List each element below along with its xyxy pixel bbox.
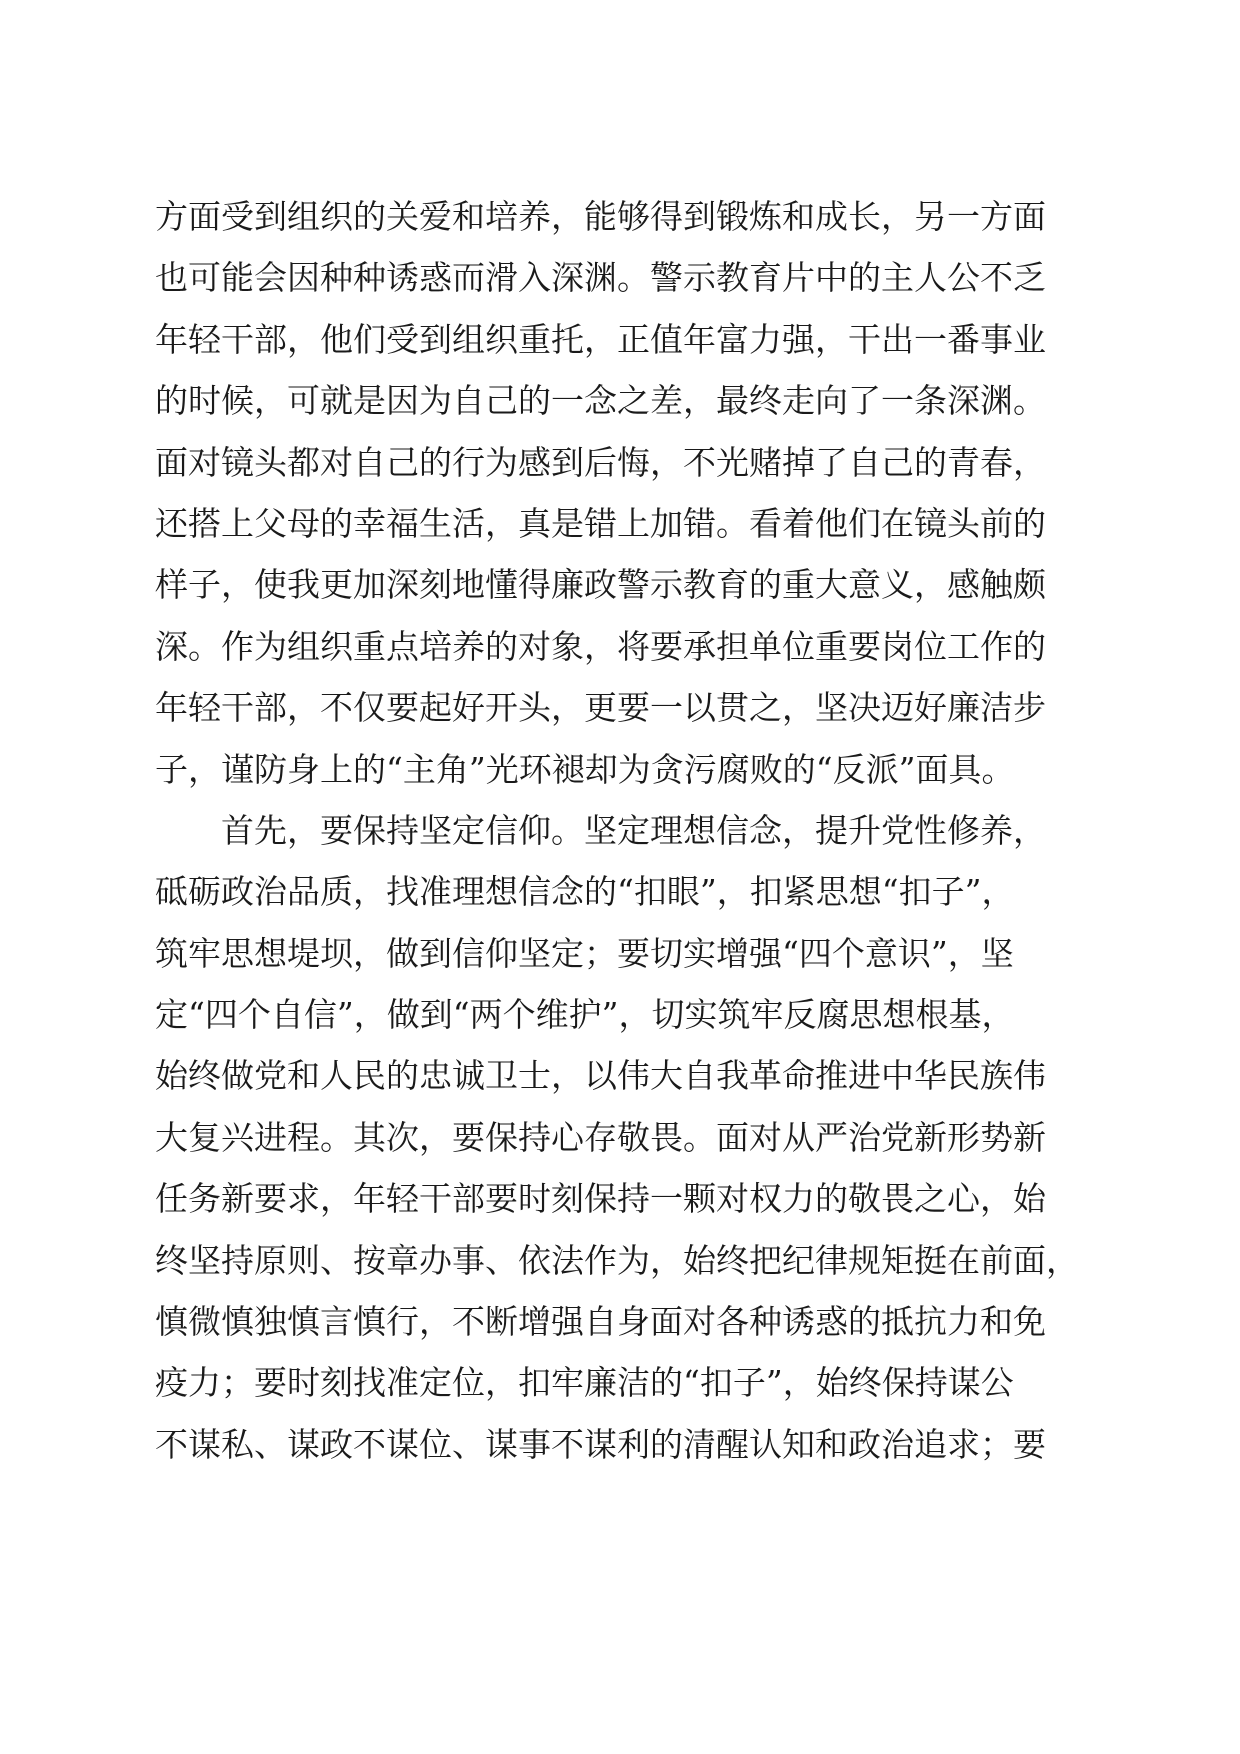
text-line: 样子，使我更加深刻地懂得廉政警示教育的重大意义，感触颇: [155, 565, 1046, 605]
paragraph-first-line: 首先，要保持坚定信仰。坚定理想信念，提升党性修养，: [221, 810, 1046, 850]
text-line: 大复兴进程。其次，要保持心存敬畏。面对从严治党新形势新: [155, 1117, 1046, 1157]
text-line: 定“四个自信”，做到“两个维护”，切实筑牢反腐思想根基，: [155, 995, 1015, 1035]
text-line: 子，谨防身上的“主角”光环褪却为贪污腐败的“反派”面具。: [155, 749, 1015, 789]
text-line: 年轻干部，他们受到组织重托，正值年富力强，干出一番事业: [155, 319, 1046, 359]
text-line: 疫力；要时刻找准定位，扣牢廉洁的“扣子”，始终保持谋公: [155, 1363, 1014, 1403]
text-line: 任务新要求，年轻干部要时刻保持一颗对权力的敬畏之心，始: [155, 1179, 1046, 1219]
text-line: 的时候，可就是因为自己的一念之差，最终走向了一条深渊。: [155, 381, 1046, 421]
text-line: 终坚持原则、按章办事、依法作为，始终把纪律规矩挺在前面，: [155, 1240, 1079, 1280]
text-line: 还搭上父母的幸福生活，真是错上加错。看着他们在镜头前的: [155, 503, 1046, 543]
text-line: 慎微慎独慎言慎行，不断增强自身面对各种诱惑的抵抗力和免: [155, 1302, 1046, 1342]
text-line: 筑牢思想堤坝，做到信仰坚定；要切实增强“四个意识”，坚: [155, 933, 1014, 973]
text-line: 不谋私、谋政不谋位、谋事不谋利的清醒认知和政治追求；要: [155, 1424, 1046, 1464]
text-line: 面对镜头都对自己的行为感到后悔，不光赌掉了自己的青春，: [155, 442, 1046, 482]
text-line: 砥砺政治品质，找准理想信念的“扣眼”，扣紧思想“扣子”，: [155, 872, 1015, 912]
text-line: 也可能会因种种诱惑而滑入深渊。警示教育片中的主人公不乏: [155, 258, 1046, 298]
text-line: 深。作为组织重点培养的对象，将要承担单位重要岗位工作的: [155, 626, 1046, 666]
body-text: [155, 186, 1085, 1475]
text-line: 年轻干部，不仅要起好开头，更要一以贯之，坚决迈好廉洁步: [155, 688, 1046, 728]
text-line: 方面受到组织的关爱和培养，能够得到锻炼和成长，另一方面: [155, 197, 1046, 236]
text-line: 始终做党和人民的忠诚卫士，以伟大自我革命推进中华民族伟: [155, 1056, 1046, 1096]
